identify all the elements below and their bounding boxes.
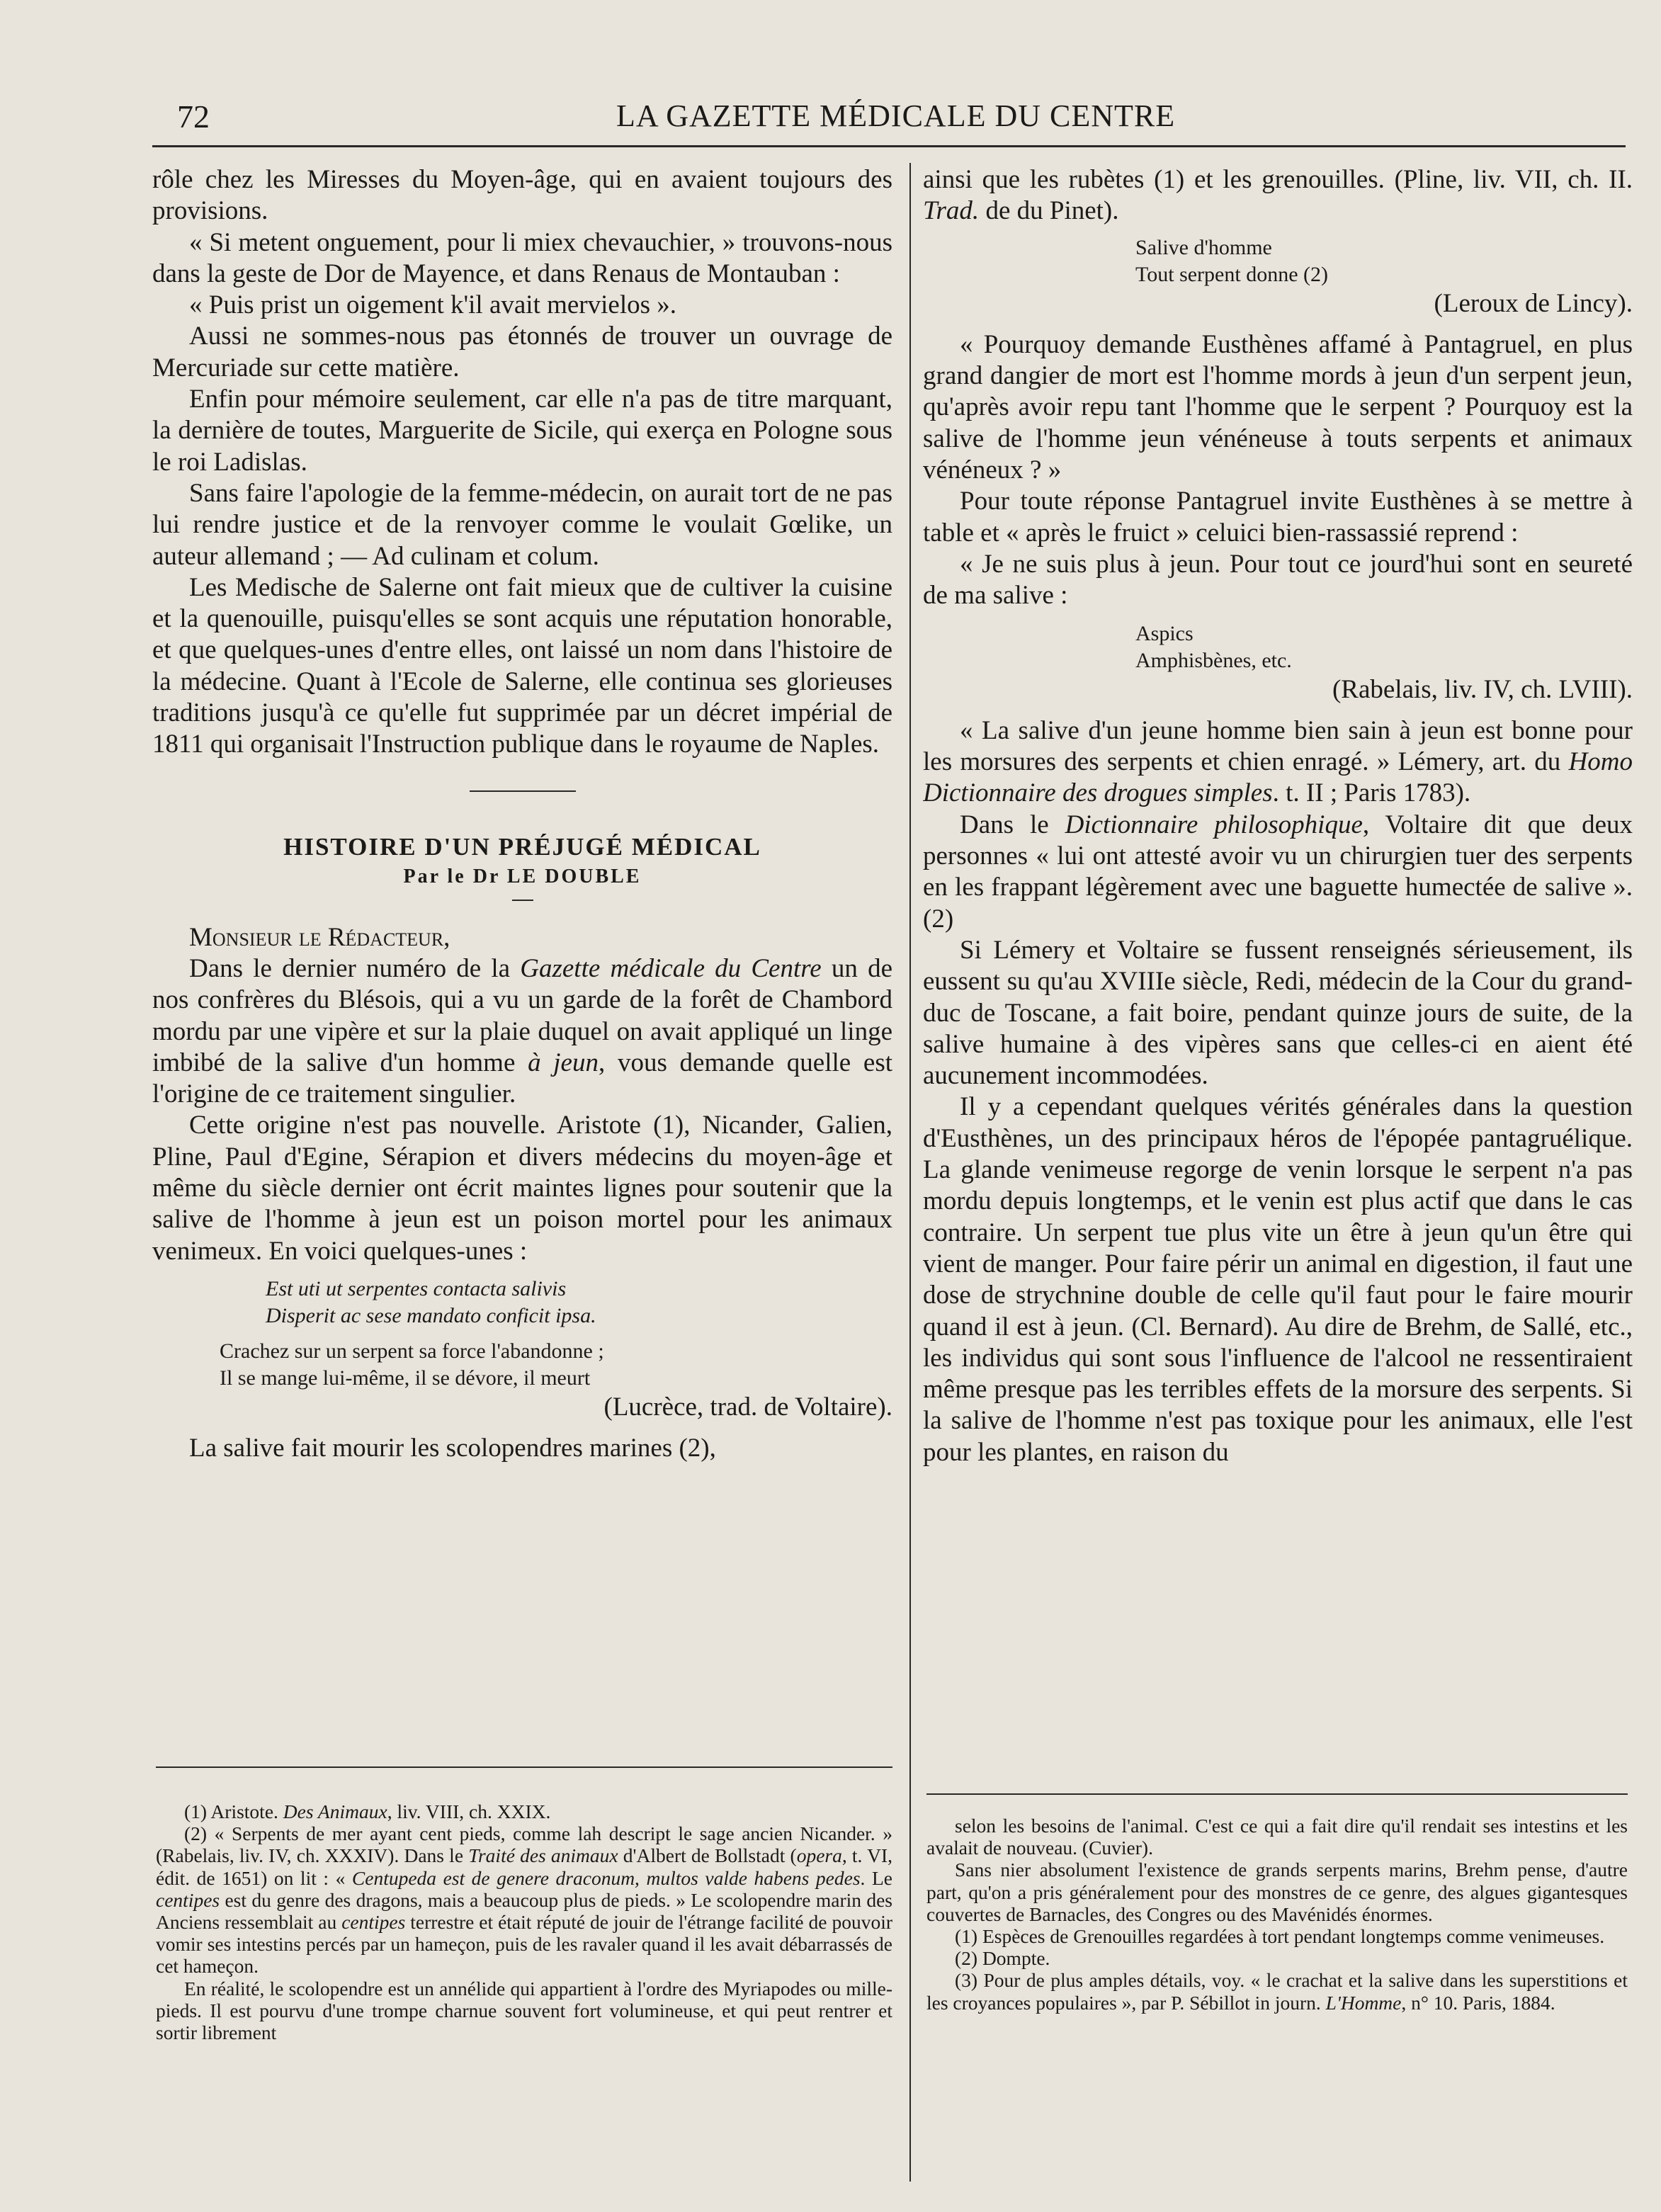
footnote-rule [156, 1766, 892, 1768]
text-run: de du Pinet). [979, 196, 1119, 226]
footnote: Sans nier absolument l'existence de grands serpents marins, Brehm pense, d'autre part, qu'on a pris généralement pour des monstres de ce genre, des algues gigantesques couvertes de Barnacles, des Congres ou des Mavénidés énormes. [926, 1859, 1628, 1925]
page-number: 72 [177, 98, 210, 135]
paragraph: rôle chez les Miresses du Moyen-âge, qui en avaient toujours des provisions. [152, 165, 892, 226]
verse-line: Aspics [1135, 621, 1194, 645]
text-run: un de nos confrères du Blésois, qui a vu un garde de la forêt de Chambord mordu par une vipère et sur la plaie duquel on avait appliqué un linge imbibé de la salive d'un homme [152, 953, 892, 1077]
right-footnotes [926, 1815, 1628, 2169]
paragraph [923, 715, 1633, 810]
column-divider [909, 163, 911, 2182]
verse-line: Amphisbènes, etc. [1135, 648, 1292, 672]
text-run: , vous demande quelle est l'origine de ce traitement singulier. [152, 1048, 892, 1109]
page-header [0, 98, 1661, 140]
paragraph [923, 164, 1633, 227]
text-run: (2) « Serpents de mer ayant cent pieds, comme lah descript le sage ancien Nicander. » (Rabelais, liv. IV, ch. XXXIV). Dans le [156, 1822, 892, 1867]
attribution: (Rabelais, liv. IV, ch. LVIII). [1332, 674, 1633, 704]
byline-separator [512, 900, 533, 901]
footnote [926, 1969, 1628, 2013]
latin-quote: Centupeda est de genere draconum, multos valde habens pedes [351, 1866, 861, 1889]
paragraph: « Si metent onguement, pour li miex chevauchier, » trouvons-nous dans la geste de Dor de Mayence, et dans Renaus de Montauban : [152, 227, 892, 288]
paragraph: Si Lémery et Voltaire se fussent renseignés sérieusement, ils eussent su qu'au XVIIIe siècle, Redi, médecin de la Cour du grand-duc de Toscane, a fait boire, pendant quinze jours de suite, de la salive humaine à des vipères sans que celles-ci en aient été aucunement incommodées. [923, 935, 1633, 1091]
footnote [156, 1800, 892, 1822]
text-run: terrestre et était réputé de jouir de l'étrange facilité de pouvoir vomir ses intestins percés par un hameçon, puis de les ravaler quand il les avait débarrassés de cet hameçon. [156, 1911, 892, 1978]
verse-line: Tout serpent donne (2) [1135, 262, 1328, 286]
paragraph: Pour toute réponse Pantagruel invite Eusthènes à se mettre à table et « après le fruict » celuici bien-rassassié reprend : [923, 487, 1633, 548]
left-column [152, 164, 892, 1758]
text-run: , Voltaire dit que deux personnes « lui ont attesté avoir vu un chirurgien tuer des serpents en les frappant légèrement avec une baguette humectée de salive ». (2) [923, 810, 1633, 934]
paragraph [923, 810, 1633, 935]
paragraph: Il y a cependant quelques vérités générales dans la question d'Eusthènes, un des principaux héros de l'épopée pantagruélique. La glande venimeuse regorge de venin lorsque le serpent n'a pas mordu depuis longtemps, et le venin est plus actif que dans le cas contraire. Un serpent tue plus vite un être à jeun qu'un être qui vient de manger. Pour faire périr un animal en digestion, il faut une dose de strychnine double de celle qu'il faut pour le faire mourir quand il est à jeun. (Cl. Bernard). Au dire de Brehm, de Sallé, etc., les individus qui sont sous l'influence de l'alcool ne ressentiraient même presque pas les terribles effets de la morsure des serpents. Si la salive de l'homme n'est pas toxique pour les animaux, elle l'est pour les plantes, en raison du [923, 1092, 1633, 1467]
salutation: Monsieur le Rédacteur, [189, 922, 450, 952]
french-verse-1: Crachez sur un serpent sa force l'abandonne ; [220, 1339, 604, 1363]
article-title: HISTOIRE D'UN PRÉJUGÉ MÉDICAL [283, 832, 761, 861]
footnote [156, 1822, 892, 1977]
paragraph: Les Medische de Salerne ont fait mieux que de cultiver la cuisine et la quenouille, puisqu'elles se sont acquis une réputation honorable, et que quelques-unes d'entre elles, ont laissé un nom dans l'histoire de la médecine. Quant à l'Ecole de Salerne, elle continua ses glorieuses traditions jusqu'à ce qu'elle fut supprimée par un décret impérial de 1811 qui organisait l'Instruction publique dans le royaume de Naples. [152, 572, 892, 759]
emphasis: centipes [156, 1888, 220, 1911]
emphasis: Trad. [923, 196, 980, 226]
emphasis: opera [796, 1844, 842, 1867]
book-title: Des Animaux [283, 1800, 387, 1822]
footnote: En réalité, le scolopendre est un annélide qui appartient à l'ordre des Myriapodes ou mille-pieds. Il est pourvu d'une trompe charnue souvent fort volumineuse, et qui peut rentrer et sortir librement [156, 1977, 892, 2044]
left-footnotes [156, 1800, 892, 2169]
text-run: Dans le dernier numéro de la [189, 953, 521, 983]
emphasis: centipes [341, 1911, 406, 1934]
text-run: « La salive d'un jeune homme bien sain à jeun est bonne pour les morsures des serpents et chien enragé. » Lémery, art. du [923, 715, 1633, 777]
running-title: LA GAZETTE MÉDICALE DU CENTRE [616, 98, 1176, 133]
paragraph: « Je ne suis plus à jeun. Pour tout ce jourd'hui sont en seureté de ma salive : [923, 549, 1633, 611]
journal-title: L'Homme [1325, 1991, 1402, 2014]
section-separator [470, 790, 576, 792]
latin-verse-2: Disperit ac sese mandato conficit ipsa. [266, 1303, 596, 1327]
text-run: d'Albert de Bollstadt ( [618, 1844, 797, 1867]
article-byline: Par le Dr LE DOUBLE [403, 865, 642, 887]
paragraph: Cette origine n'est pas nouvelle. Aristote (1), Nicander, Galien, Pline, Paul d'Egine, Sérapion et divers médecins du moyen-âge et même du siècle dernier ont écrit maintes lignes pour soutenir que la salive de l'homme à jeun est un poison mortel pour les animaux venimeux. En voici quelques-unes : [152, 1111, 892, 1266]
book-title: Dictionnaire philosophique [1065, 810, 1363, 839]
book-title: Homo Dictionnaire des drogues simples [923, 747, 1633, 808]
text-run: . Le [860, 1866, 892, 1889]
emphasis: à jeun [528, 1048, 599, 1077]
paragraph: Enfin pour mémoire seulement, car elle n'a pas de titre marquant, la dernière de toutes, Marguerite de Sicile, qui exerça en Pologne sous le roi Ladislas. [152, 385, 892, 477]
paragraph: La salive fait mourir les scolopendres marines (2), [189, 1434, 716, 1463]
text-run: , liv. VIII, ch. XXIX. [387, 1800, 551, 1822]
text-run: Dans le [960, 810, 1065, 839]
right-column [923, 164, 1633, 1793]
french-verse-2: Il se mange lui-même, il se dévore, il meurt [220, 1366, 591, 1390]
text-run: , t. VI, édit. de 1651) on lit : « [156, 1844, 892, 1889]
paragraph: Sans faire l'apologie de la femme-médecin, on aurait tort de ne pas lui rendre justice et de la renvoyer comme le voulait Gœlike, un auteur allemand ; — Ad culinam et colum. [152, 478, 892, 571]
paragraph: Aussi ne sommes-nous pas étonnés de trouver un ouvrage de Mercuriade sur cette matière. [152, 322, 892, 382]
journal-title: Gazette médicale du Centre [520, 953, 822, 983]
footnote: (1) Espèces de Grenouilles regardées à tort pendant longtemps comme venimeuses. [955, 1925, 1605, 1948]
text-run: ainsi que les rubètes (1) et les grenouilles. (Pline, liv. VII, ch. II. [923, 165, 1633, 194]
paragraph: « Pourquoy demande Eusthènes affamé à Pantagruel, en plus grand dangier de mort est l'homme mords à jeun d'un serpent jeun, qu'après avoir repu tant l'homme que le serpent ? Pourquoy est la salive de l'homme jeun vénéneuse à touts serpents et animaux vénéneux ? » [923, 329, 1633, 485]
footnote: (2) Dompte. [955, 1947, 1050, 1970]
quote-line: « Puis prist un oigement k'il avait mervielos ». [189, 290, 677, 320]
book-title: Traité des animaux [468, 1844, 618, 1867]
footnote-rule [926, 1793, 1628, 1795]
text-run: est du genre des dragons, mais a beaucoup plus de pieds. » Le scolopendre marin des Anciens ressemblait au [156, 1888, 892, 1934]
attribution: (Leroux de Lincy). [1434, 288, 1633, 318]
footnote: selon les besoins de l'animal. C'est ce qui a fait dire qu'il rendait ses intestins et les avalait de nouveau. (Cuvier). [926, 1815, 1628, 1859]
latin-verse-1: Est uti ut serpentes contacta salivis [266, 1276, 567, 1300]
attribution: (Lucrèce, trad. de Voltaire). [603, 1392, 892, 1422]
text-run: (1) Aristote. [184, 1800, 283, 1822]
paragraph [152, 953, 892, 1110]
text-run: . t. II ; Paris 1783). [1272, 778, 1471, 808]
header-rule [152, 145, 1626, 147]
text-run: (3) Pour de plus amples détails, voy. « le crachat et la salive dans les superstitions et les croyances populaires », par P. Sébillot in journ. [926, 1969, 1628, 2014]
text-run: , n° 10. Paris, 1884. [1401, 1991, 1555, 2014]
verse-line: Salive d'homme [1135, 235, 1272, 259]
